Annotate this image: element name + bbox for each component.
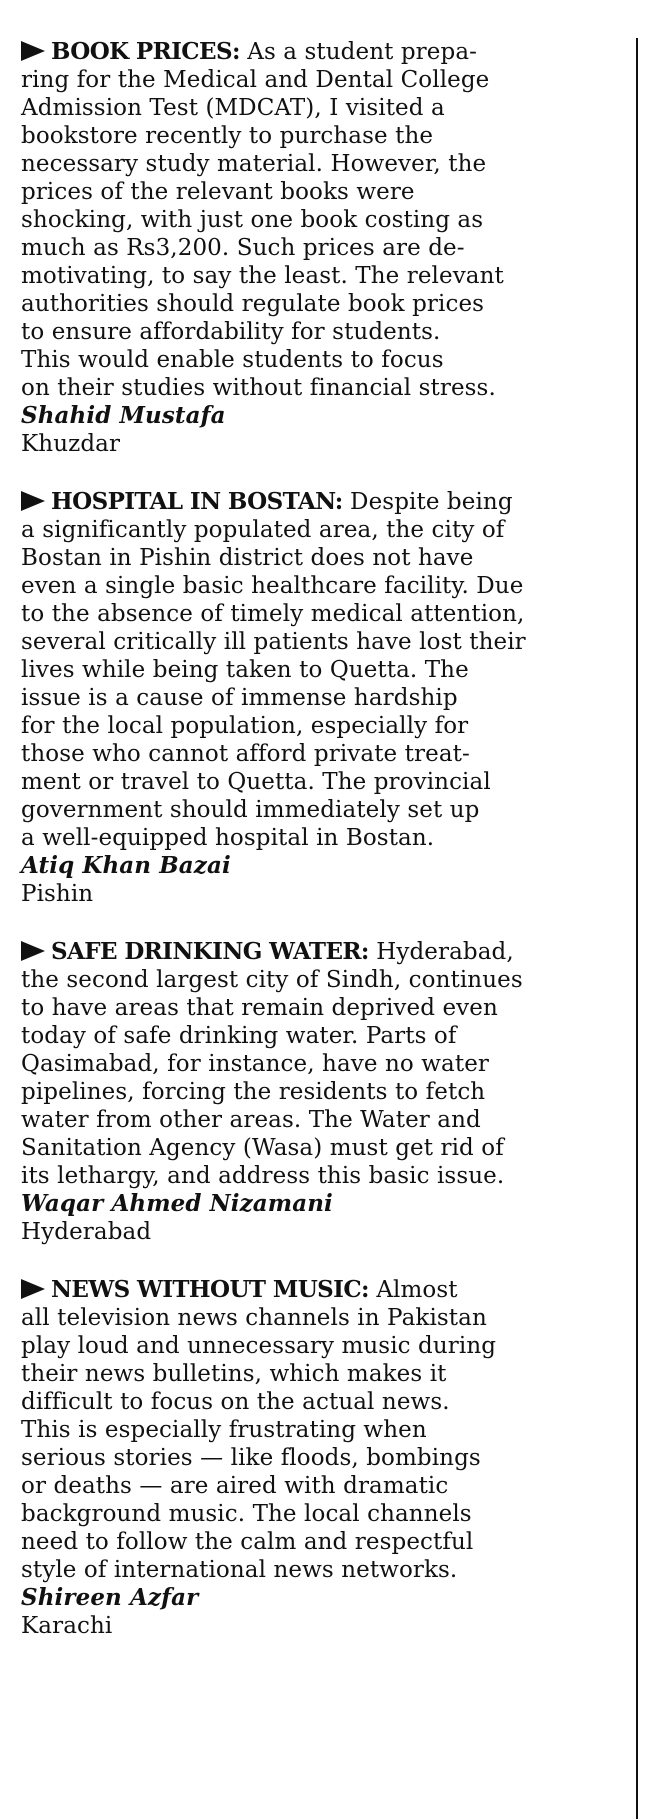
letter-body-line: Admission Test (MDCAT), I visited a <box>21 95 445 121</box>
letter-first-line <box>21 938 611 966</box>
letters-column <box>21 38 611 1640</box>
letter-heading: SAFE DRINKING WATER: <box>51 938 369 965</box>
letter-body-line: those who cannot afford private treat- <box>21 741 470 767</box>
column-rule <box>636 38 638 1819</box>
letter-body-line: a significantly populated area, the city of <box>21 517 505 543</box>
letter-author: Atiq Khan Bazai <box>21 852 231 879</box>
triangle-bullet-icon <box>21 491 45 511</box>
letter-heading: BOOK PRICES: <box>51 38 240 65</box>
letter-body-line: bookstore recently to purchase the <box>21 123 434 149</box>
letter-first-line <box>21 38 611 66</box>
letter-item <box>21 38 611 458</box>
letter-body-line: play loud and unnecessary music during <box>21 1333 497 1359</box>
letter-body-text: Hyderabad, <box>368 939 514 965</box>
letter-body-line: government should immediately set up <box>21 797 480 823</box>
letter-body-text: Almost <box>368 1277 458 1303</box>
letter-body-line: its lethargy, and address this basic issue. <box>21 1163 505 1189</box>
letter-body-line: motivating, to say the least. The relevant <box>21 263 504 289</box>
letter-body-line: This would enable students to focus <box>21 347 444 373</box>
letter-item <box>21 488 611 908</box>
letter-body-line: on their studies without financial stress. <box>21 375 496 401</box>
letter-body-line: a well-equipped hospital in Bostan. <box>21 825 435 851</box>
letter-body-line: prices of the relevant books were <box>21 179 415 205</box>
triangle-bullet-icon <box>21 1279 45 1299</box>
letter-heading: HOSPITAL IN BOSTAN: <box>51 488 343 515</box>
triangle-bullet-icon <box>21 941 45 961</box>
letter-body-line: issue is a cause of immense hardship <box>21 685 458 711</box>
letter-body-line: style of international news networks. <box>21 1557 458 1583</box>
letter-body-line: to have areas that remain deprived even <box>21 995 498 1021</box>
letter-body-line: to ensure affordability for students. <box>21 319 441 345</box>
letter-item <box>21 938 611 1246</box>
letter-author: Shahid Mustafa <box>21 402 226 429</box>
letter-first-line <box>21 488 611 516</box>
letter-body-line: difficult to focus on the actual news. <box>21 1389 450 1415</box>
letter-body-line: several critically ill patients have lost their <box>21 629 526 655</box>
letter-body-line: necessary study material. However, the <box>21 151 487 177</box>
letter-body-line: This is especially frustrating when <box>21 1417 427 1443</box>
letter-body-line: shocking, with just one book costing as <box>21 207 484 233</box>
letter-body-line: the second largest city of Sindh, continues <box>21 967 523 993</box>
letter-body-line: background music. The local channels <box>21 1501 472 1527</box>
letter-body-text: As a student prepa- <box>239 39 477 65</box>
letter-body-line: for the local population, especially for <box>21 713 469 739</box>
letter-body-line: or deaths — are aired with dramatic <box>21 1473 449 1499</box>
letter-author: Waqar Ahmed Nizamani <box>21 1190 333 1217</box>
letter-body-line: all television news channels in Pakistan <box>21 1305 487 1331</box>
letter-body-line: much as Rs3,200. Such prices are de- <box>21 235 465 261</box>
letter-body-line: authorities should regulate book prices <box>21 291 485 317</box>
letter-body-line: lives while being taken to Quetta. The <box>21 657 469 683</box>
letter-body-line: today of safe drinking water. Parts of <box>21 1023 457 1049</box>
letter-body-line: ring for the Medical and Dental College <box>21 67 490 93</box>
letter-item <box>21 1276 611 1640</box>
letter-body-line: Qasimabad, for instance, have no water <box>21 1051 490 1077</box>
letter-body-line: need to follow the calm and respectful <box>21 1529 474 1555</box>
letter-body-line: even a single basic healthcare facility. Due <box>21 573 524 599</box>
letter-author: Shireen Azfar <box>21 1584 199 1611</box>
letter-body-line: Sanitation Agency (Wasa) must get rid of <box>21 1135 504 1161</box>
letter-body-line: serious stories — like floods, bombings <box>21 1445 481 1471</box>
triangle-bullet-icon <box>21 41 45 61</box>
letter-location: Hyderabad <box>21 1219 152 1245</box>
letter-body-line: to the absence of timely medical attention, <box>21 601 525 627</box>
letter-first-line <box>21 1276 611 1304</box>
letter-body-line: pipelines, forcing the residents to fetch <box>21 1079 486 1105</box>
letter-body-text: Despite being <box>342 489 513 515</box>
letter-body-line: their news bulletins, which makes it <box>21 1361 447 1387</box>
letter-location: Khuzdar <box>21 431 121 457</box>
letter-location: Karachi <box>21 1613 113 1639</box>
letter-body-line: Bostan in Pishin district does not have <box>21 545 474 571</box>
letter-body-line: ment or travel to Quetta. The provincial <box>21 769 491 795</box>
letter-heading: NEWS WITHOUT MUSIC: <box>51 1276 369 1303</box>
letter-body-line: water from other areas. The Water and <box>21 1107 481 1133</box>
letter-location: Pishin <box>21 881 94 907</box>
